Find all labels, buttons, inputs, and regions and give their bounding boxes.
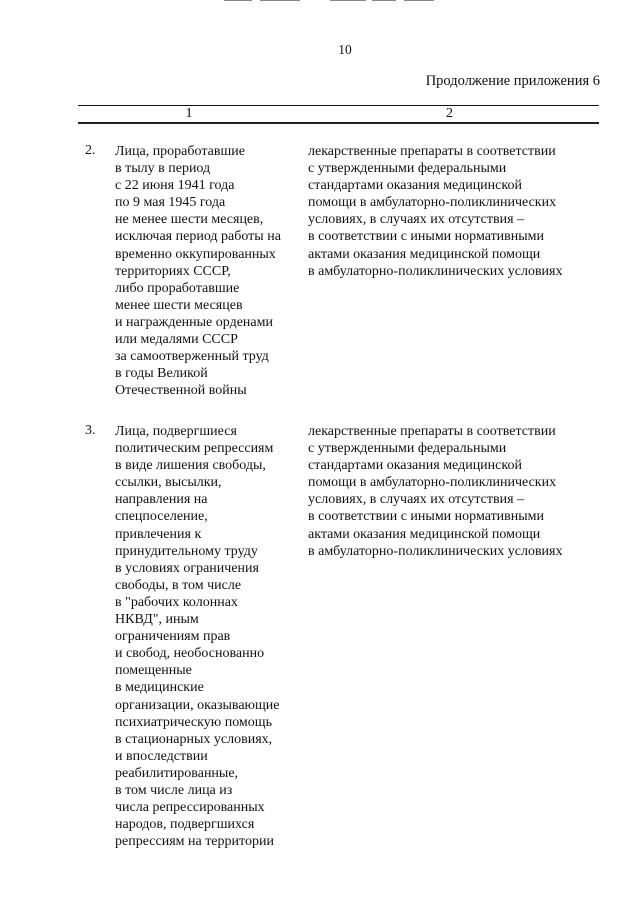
provision-line: условиях, в случаях их отсутствия – [308,212,525,228]
category-line: в медицинские [115,680,204,696]
category-line: по 9 мая 1945 года [115,195,226,211]
scan-edge-marks [0,0,640,6]
category-line: привлечения к [115,526,202,542]
category-line: в виде лишения свободы, [115,458,266,474]
category-line: Лица, подвергшиеся [115,424,237,439]
provision-line: в соответствии с иными нормативными [308,229,545,245]
category-line: реабилитированные, [115,765,239,781]
category-line: ограничениям прав [115,629,231,645]
entry-provision [308,423,563,560]
category-line: свободы, в том числе [115,577,242,593]
page-number: 10 [338,42,352,57]
category-line: в тылу в период [115,161,211,177]
category-line: менее шести месяцев [115,297,243,313]
category-line: в годы Великой [115,366,208,382]
category-line: и свобод, необоснованно [115,646,265,662]
category-line: в том числе лица из [115,782,233,798]
entry-number: 3. [85,423,96,438]
provision-line: стандартами оказания медицинской [308,178,522,194]
provision-line: в соответствии с иными нормативными [308,509,545,525]
category-line: в условиях ограничения [115,560,259,576]
entry-provision [308,143,563,280]
category-line: спецпоселение, [115,509,208,525]
provision-line: актами оказания медицинской помощи [308,246,541,262]
entry-category [115,423,280,850]
category-line: и впоследствии [115,748,208,764]
category-line: в "рабочих колоннах [115,594,238,610]
provision-line: помощи в амбулаторно-поликлинических [308,475,557,491]
category-line: направления на [115,492,208,508]
category-line: или медалями СССР [115,332,238,348]
category-line: организации, оказывающие [115,697,280,713]
table-header [78,105,599,123]
provision-line: актами оказания медицинской помощи [308,526,541,542]
category-line: психиатрическую помощь [115,714,272,730]
category-line: помещенные [115,663,192,679]
provision-line: стандартами оказания медицинской [308,458,522,474]
provision-line: в амбулаторно-поликлинических условиях [308,263,563,279]
category-line: и награжденные орденами [115,314,273,330]
provision-line: в амбулаторно-поликлинических условиях [308,543,563,559]
column-header-2: 2 [446,106,453,121]
provision-line: условиях, в случаях их отсутствия – [308,492,525,508]
category-line: с 22 июня 1941 года [115,178,235,194]
column-header-1: 1 [185,106,193,121]
provision-line: с утвержденными федеральными [308,161,507,177]
category-line: либо проработавшие [115,280,240,296]
category-line: числа репрессированных [115,800,265,816]
table-header-bottom-rule [78,122,599,124]
provision-line: с утвержденными федеральными [308,441,507,457]
category-line: ссылки, высылки, [115,475,222,491]
provision-line: помощи в амбулаторно-поликлинических [308,195,557,211]
category-line: территориях СССР, [115,263,231,279]
category-line: НКВД", иным [115,612,199,628]
provision-line: лекарственные препараты в соответствии [308,144,556,159]
category-line: временно оккупированных [115,246,276,262]
category-line: народов, подвергшихся [115,817,255,833]
entry-category [115,143,281,399]
category-line: Отечественной войны [115,383,247,399]
category-line: исключая период работы на [115,229,281,245]
provision-line: лекарственные препараты в соответствии [308,424,556,439]
category-line: в стационарных условиях, [115,731,273,747]
category-line: не менее шести месяцев, [115,212,264,228]
category-line: политическим репрессиям [115,441,274,457]
appendix-title: Продолжение приложения 6 [425,73,600,89]
category-line: репрессиям на территории [115,834,274,850]
category-line: за самоотверженный труд [115,349,269,365]
entry-number: 2. [85,143,96,158]
category-line: Лица, проработавшие [115,144,245,159]
category-line: принудительному труду [115,543,258,559]
